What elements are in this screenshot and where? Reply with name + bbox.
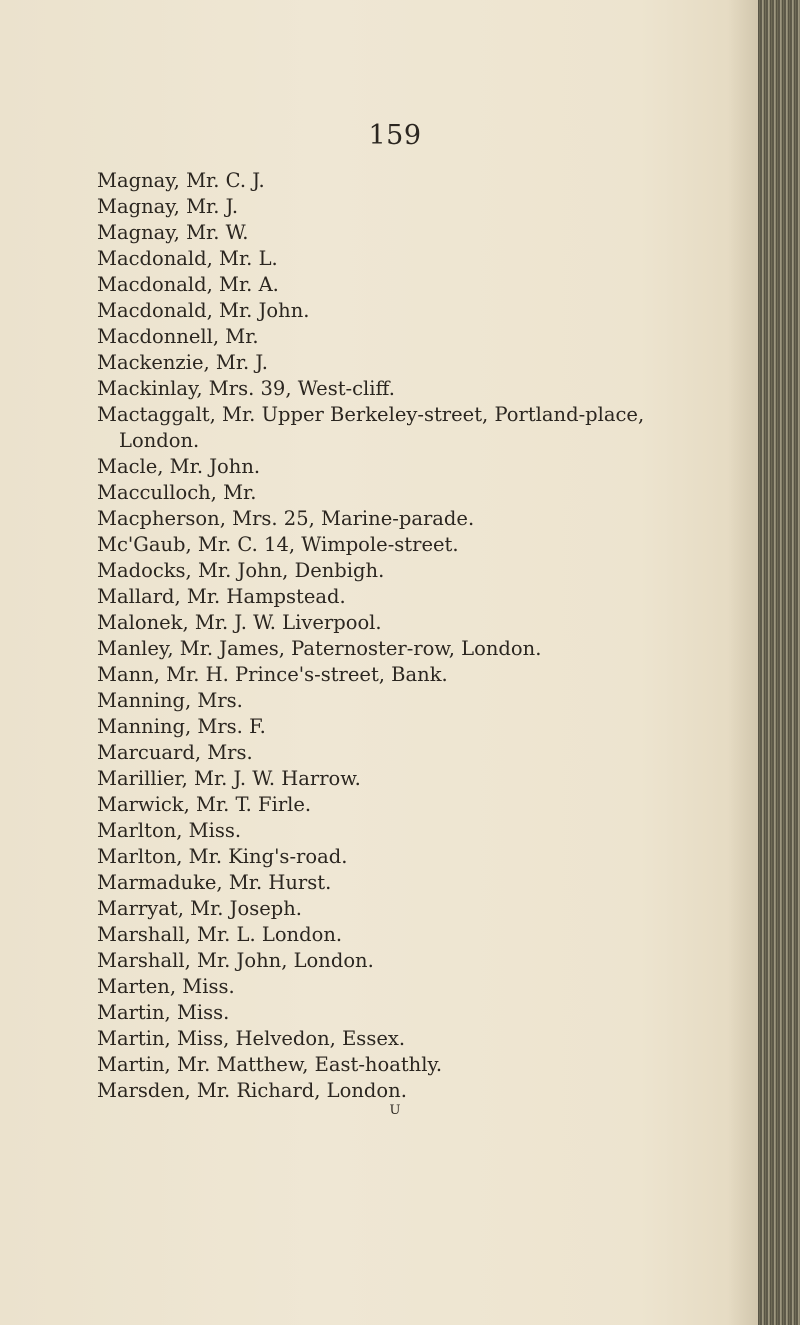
list-item: Macpherson, Mrs. 25, Marine-parade. [97,507,475,530]
list-item: Mc'Gaub, Mr. C. 14, Wimpole-street. [97,533,459,556]
list-item: Marshall, Mr. John, London. [97,949,374,972]
list-item-continuation [97,428,727,454]
list-item: Marshall, Mr. L. London. [97,923,343,946]
list-item: Manning, Mrs. F. [97,715,266,738]
subscriber-list [97,168,727,1104]
signature-mark: U [389,1103,401,1118]
list-item: Macculloch, Mr. [97,481,257,504]
list-item: Marillier, Mr. J. W. Harrow. [97,767,361,790]
list-item: Macle, Mr. John. [97,455,261,478]
list-item: Mallard, Mr. Hampstead. [97,585,346,608]
list-item: Magnay, Mr. J. [97,195,239,218]
binding-shadow [728,0,758,1325]
list-item: Madocks, Mr. John, Denbigh. [97,559,385,582]
list-item: Mackinlay, Mrs. 39, West-cliff. [97,377,395,400]
list-item: Martin, Miss. [97,1001,230,1024]
list-item: Manley, Mr. James, Paternoster-row, London. [97,637,542,660]
list-item: Mactaggalt, Mr. Upper Berkeley-street, Portland-place, [97,403,645,426]
continuation-text: London. [119,429,200,452]
list-item: Magnay, Mr. W. [97,221,249,244]
page-number: 159 [368,120,422,151]
list-item: Manning, Mrs. [97,689,243,712]
list-item: Martin, Miss, Helvedon, Essex. [97,1027,406,1050]
list-item: Marsden, Mr. Richard, London. [97,1079,407,1102]
list-item: Mann, Mr. H. Prince's-street, Bank. [97,663,448,686]
list-item: Magnay, Mr. C. J. [97,169,265,192]
list-item: Macdonnell, Mr. [97,325,259,348]
list-item: Marlton, Miss. [97,819,242,842]
list-item: Marryat, Mr. Joseph. [97,897,302,920]
list-item: Marmaduke, Mr. Hurst. [97,871,332,894]
list-item: Macdonald, Mr. John. [97,299,310,322]
list-item: Marwick, Mr. T. Firle. [97,793,312,816]
list-item: Malonek, Mr. J. W. Liverpool. [97,611,382,634]
list-item: Macdonald, Mr. A. [97,273,279,296]
list-item: Marten, Miss. [97,975,235,998]
list-item: Mackenzie, Mr. J. [97,351,268,374]
list-item: Martin, Mr. Matthew, East-hoathly. [97,1053,443,1076]
list-item: Marcuard, Mrs. [97,741,253,764]
book-binding-edge [758,0,800,1325]
list-item: Marlton, Mr. King's-road. [97,845,348,868]
list-item: Macdonald, Mr. L. [97,247,278,270]
